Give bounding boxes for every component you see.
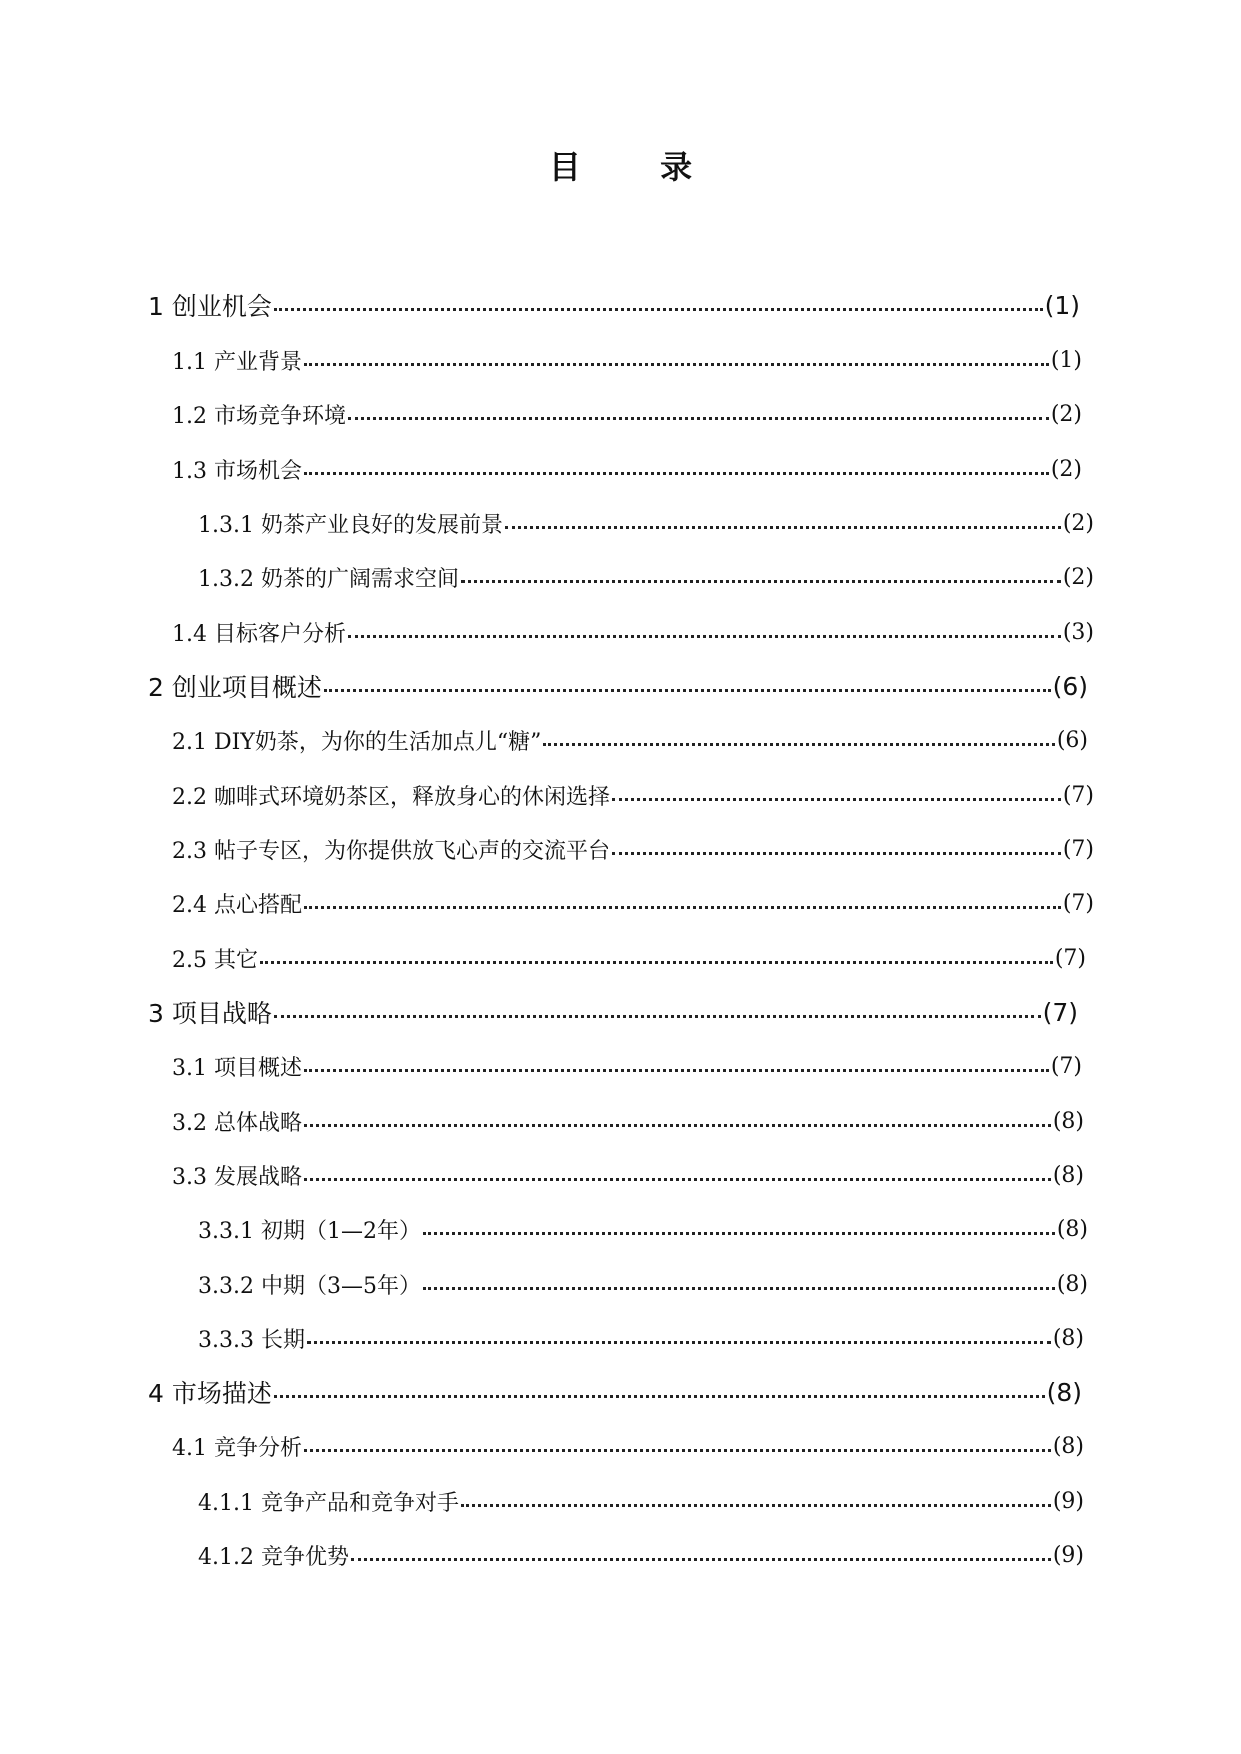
toc-title: 目 录 [548,148,727,186]
toc-entry-label: 1.4 目标客户分析 [172,621,346,647]
toc-entry-page: (8) [1046,1377,1082,1407]
toc-entry[interactable] [148,285,1080,325]
toc-entry[interactable] [148,1372,1082,1412]
toc-entry[interactable] [172,449,1082,489]
toc-entry[interactable] [172,1155,1084,1195]
toc-entry-page: (3) [1062,619,1094,645]
toc-entry-label: 2.1 DIY奶茶，为你的生活加点儿“糖” [172,729,542,755]
toc-entry-page: (8) [1052,1162,1084,1188]
toc-entry-label: 3.3.1 初期（1—2年） [198,1218,421,1244]
toc-entry[interactable] [148,992,1078,1032]
toc-entry-label: 4.1.1 竞争产品和竞争对手 [198,1490,459,1516]
toc-entry-label: 1.3.1 奶茶产业良好的发展前景 [198,512,503,538]
toc-entry-page: (2) [1062,510,1094,536]
toc-entry[interactable] [198,1318,1084,1358]
toc-leader [260,961,1053,964]
toc-entry-label: 3 项目战略 [148,999,272,1028]
toc-leader [304,1178,1051,1181]
toc-entry-label: 2.5 其它 [172,947,258,973]
toc-entry-label: 4.1 竞争分析 [172,1435,302,1461]
toc-entry-page: (8) [1056,1216,1088,1242]
toc-entry-page: (7) [1050,1053,1082,1079]
toc-entry[interactable] [198,1481,1084,1521]
toc-entry[interactable] [172,340,1082,380]
toc-leader [543,743,1055,746]
toc-leader [304,472,1049,475]
toc-entry-label: 3.3 发展战略 [172,1164,302,1190]
toc-entry[interactable] [172,938,1086,978]
toc-entry-label: 2.4 点心搭配 [172,892,302,918]
toc-entry[interactable] [198,503,1094,543]
toc-leader [348,635,1061,638]
toc-entry[interactable] [172,1046,1082,1086]
toc-entry-page: (9) [1052,1488,1084,1514]
toc-leader [461,1504,1051,1507]
toc-entry[interactable] [172,1426,1084,1466]
toc-entry-page: (6) [1052,671,1088,701]
toc-entry-label: 3.1 项目概述 [172,1055,302,1081]
toc-entry[interactable] [172,775,1094,815]
toc-entry-page: (2) [1050,401,1082,427]
toc-entry-label: 2 创业项目概述 [148,673,322,702]
toc-leader [274,1015,1041,1018]
toc-entry-page: (8) [1056,1271,1088,1297]
toc-entry[interactable] [172,612,1094,652]
toc-leader [351,1558,1051,1561]
toc-entry[interactable] [172,720,1088,760]
toc-entry-label: 1.3 市场机会 [172,458,302,484]
toc-entry-page: (9) [1052,1542,1084,1568]
toc-leader [274,308,1043,311]
toc-entry-page: (7) [1054,945,1086,971]
toc-entry[interactable] [198,1209,1088,1249]
toc-entry[interactable] [172,829,1094,869]
toc-entry-label: 3.3.2 中期（3—5年） [198,1273,421,1299]
toc-leader [348,417,1049,420]
toc-entry-label: 1.2 市场竞争环境 [172,403,346,429]
toc-entry-page: (8) [1052,1433,1084,1459]
toc-leader [304,1069,1049,1072]
toc-leader [423,1287,1055,1290]
toc-leader [423,1232,1055,1235]
toc-leader [304,1124,1051,1127]
toc-entry-label: 1.1 产业背景 [172,349,302,375]
toc-entry[interactable] [172,883,1094,923]
toc-leader [304,363,1049,366]
toc-entry-label: 2.2 咖啡式环境奶茶区，释放身心的休闲选择 [172,784,610,810]
toc-leader [274,1395,1045,1398]
toc-entry-page: (6) [1056,727,1088,753]
toc-entry[interactable] [198,557,1094,597]
toc-entry[interactable] [148,666,1088,706]
toc-entry-page: (7) [1062,890,1094,916]
toc-entry-label: 3.3.3 长期 [198,1327,305,1353]
toc-entry-page: (1) [1050,347,1082,373]
toc-leader [324,689,1051,692]
toc-entry-page: (7) [1062,782,1094,808]
toc-entry-label: 3.2 总体战略 [172,1110,302,1136]
toc-entry-page: (2) [1050,456,1082,482]
toc-leader [304,1449,1051,1452]
toc-leader [612,798,1061,801]
toc-leader [612,852,1061,855]
toc-entry-label: 2.3 帖子专区，为你提供放飞心声的交流平台 [172,838,610,864]
toc-entry-label: 4 市场描述 [148,1379,272,1408]
toc-entry[interactable] [198,1264,1088,1304]
toc-entry-page: (7) [1062,836,1094,862]
toc-entry-label: 4.1.2 竞争优势 [198,1544,349,1570]
toc-entry-page: (2) [1062,564,1094,590]
toc-entry-page: (8) [1052,1325,1084,1351]
toc-leader [304,906,1061,909]
toc-leader [505,526,1061,529]
toc-entry[interactable] [198,1535,1084,1575]
toc-leader [307,1341,1051,1344]
toc-entry-page: (7) [1042,997,1078,1027]
toc-entry[interactable] [172,394,1082,434]
toc-leader [461,580,1061,583]
toc-entry-page: (1) [1044,290,1080,320]
toc-entry-label: 1.3.2 奶茶的广阔需求空间 [198,566,459,592]
toc-entry-page: (8) [1052,1108,1084,1134]
toc-entry-label: 1 创业机会 [148,292,272,321]
toc-entry[interactable] [172,1101,1084,1141]
